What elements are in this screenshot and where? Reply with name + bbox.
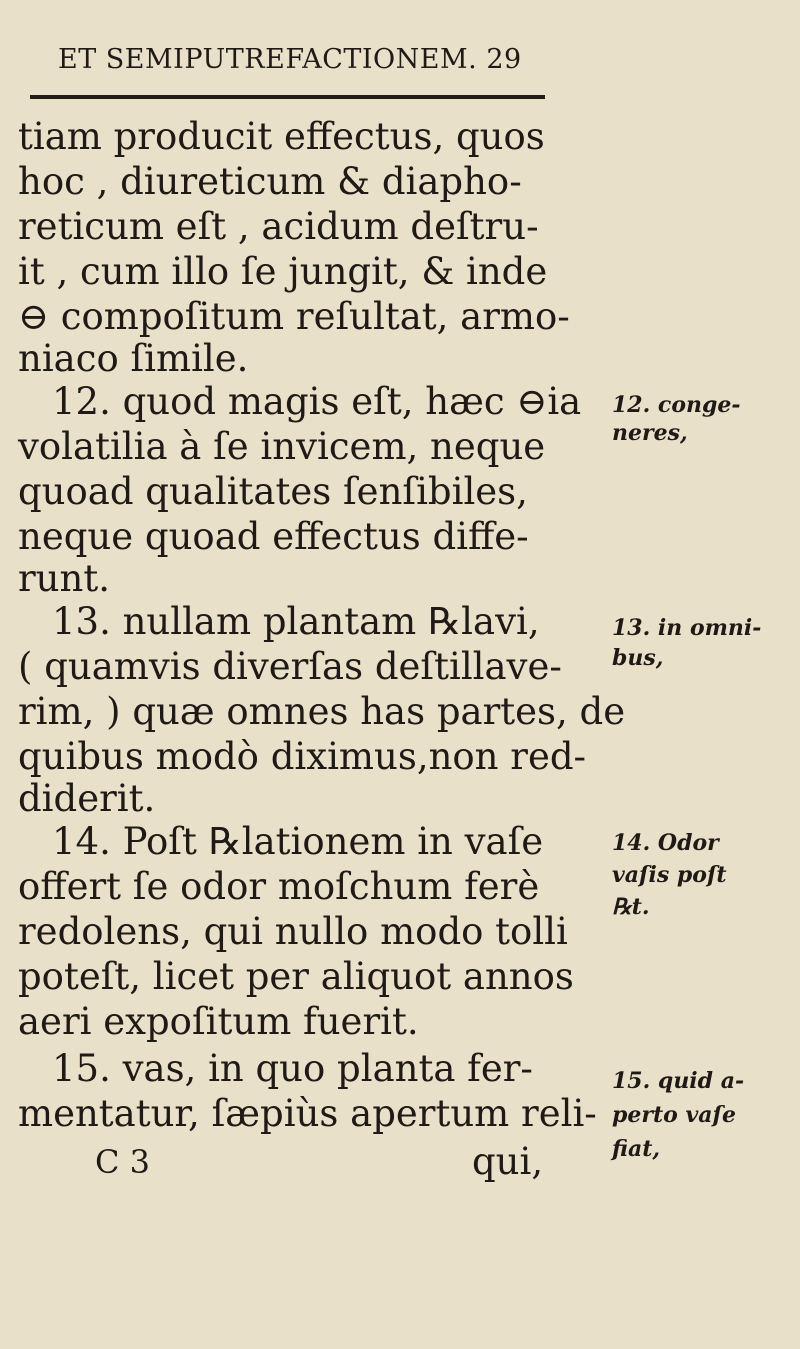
text-line: quoad qualitates ſenſibiles,	[18, 470, 528, 513]
text-line: neque quoad effectus diffe-	[18, 515, 529, 558]
margin-note: neres,	[612, 420, 688, 446]
running-head: ET SEMIPUTREFACTIONEM. 29	[58, 44, 522, 75]
text-line: quibus modò diximus,non red-	[18, 735, 587, 778]
text-line: volatilia à ſe invicem, neque	[18, 425, 546, 468]
margin-note: bus,	[612, 645, 664, 671]
margin-note: 13. in omni-	[612, 615, 762, 641]
text-line: reticum eſt , acidum deſtru-	[18, 205, 539, 248]
margin-note: 12. conge-	[612, 392, 741, 418]
catchword: qui,	[472, 1140, 544, 1183]
text-line: niaco ſimile.	[18, 337, 249, 380]
margin-note: 15. quid a-	[612, 1068, 745, 1094]
margin-note: ℞t.	[612, 894, 650, 920]
text-line: rim, ) quæ omnes has partes, de	[18, 690, 626, 733]
text-line: offert ſe odor moſchum ferè	[18, 865, 540, 908]
margin-note: fiat,	[612, 1136, 661, 1162]
text-line: ⊖ compoſitum reſultat, armo-	[18, 295, 570, 338]
header-rule	[30, 95, 545, 99]
paragraph-14-first-line: 14. Poſt ℞lationem in vaſe	[52, 820, 544, 863]
margin-note: perto vaſe	[612, 1102, 736, 1128]
text-line: poteſt, licet per aliquot annos	[18, 955, 574, 998]
text-line: it , cum illo ſe jungit, & inde	[18, 250, 548, 293]
margin-note: vaſis poſt	[612, 862, 727, 888]
text-line: hoc , diureticum & diapho-	[18, 160, 522, 203]
paragraph-15-first-line: 15. vas, in quo planta fer-	[52, 1047, 533, 1090]
paragraph-13-first-line: 13. nullam plantam ℞lavi,	[52, 600, 540, 643]
text-line: redolens, qui nullo modo tolli	[18, 910, 568, 953]
signature-mark: C 3	[95, 1143, 151, 1181]
text-line: mentatur, ſæpiùs apertum reli-	[18, 1092, 597, 1135]
text-line: ( quamvis diverſas deſtillave-	[18, 645, 562, 688]
text-line: diderit.	[18, 777, 156, 820]
text-line: tiam producit effectus, quos	[18, 115, 545, 158]
margin-note: 14. Odor	[612, 830, 719, 856]
paragraph-12-first-line: 12. quod magis eſt, hæc ⊖ia	[52, 380, 582, 423]
text-line: aeri expoſitum fuerit.	[18, 1000, 419, 1043]
text-line: runt.	[18, 557, 110, 600]
